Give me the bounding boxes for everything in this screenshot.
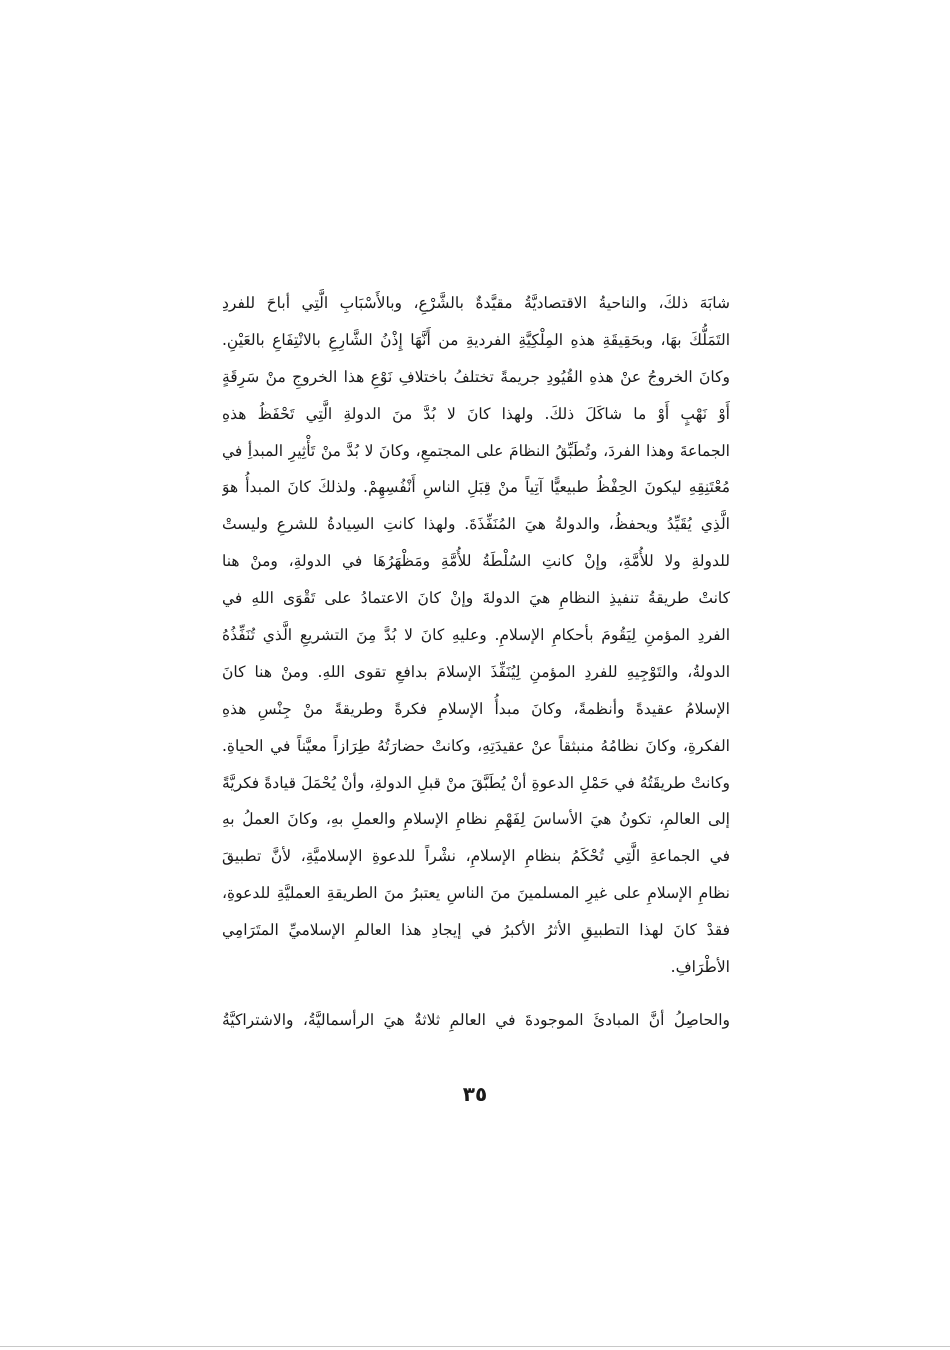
bottom-divider — [0, 1346, 950, 1347]
text-line: فقدْ كانَ لهذا التطبيقِ الأثرُ الأكبرُ في إيجادِ هذا العالمِ الإسلاميِّ المتَرَامِي — [222, 921, 730, 940]
text-line: وكانَ الخروجُ عنْ هذهِ القُيُودِ جريمةً تختلفُ باختلافِ نَوْعِ هذا الخروجِ منْ سَرِقَةٍ — [222, 367, 730, 386]
text-line: أَوْ نَهْبٍ أَوْ ما شاكَلَ ذلكَ. ولهذا كانَ لا بُدَّ منَ الدولةِ الَّتِي تَحْفَظُ هذهِ — [222, 404, 730, 423]
text-line: الدولةُ، والتَوْجِيهِ للفردِ المؤمنِ لِيُنَفِّذَ الإسلامَ بدافعِ تقوى اللهِ. ومنْ هنا كانَ — [222, 662, 730, 681]
text-line: للدولةِ ولا للأُمَّةِ، وإنْ كانتِ السُلْطَةُ للأُمَّةِ ومَظْهَرُهَا في الدولةِ، ومنْ هنا — [222, 552, 730, 571]
text-line: نظامِ الإسلامِ على غيرِ المسلمينَ منَ الناسِ يعتبرُ منَ الطريقةِ العمليَّةِ للدعوةِ، — [222, 884, 730, 903]
text-line: وكانتْ طريقَتُهُ في حَمْلِ الدعوةِ أنْ يُطَبَّقَ منْ قبلِ الدولةِ، وأنْ يُحْمَلَ قيادةً فكريَّةً — [222, 773, 730, 792]
text-line: إلى العالمِ، تكونُ هيَ الأساسَ لِفَهْمِ نظامِ الإسلامِ والعملِ بهِ، وكانَ العملُ بهِ — [222, 810, 730, 829]
text-line: والحاصِلُ أنَّ المبادئَ الموجودةَ في العالمِ ثلاثةٌ هيَ الرأسماليَّةُ، والاشتراكيَّةُ — [222, 1010, 730, 1029]
text-line: الفردِ المؤمنِ لِيَقُومَ بأحكامِ الإسلامِ. وعليهِ كانَ لا بُدَّ مِنَ التشريعِ الَّذي تُنَفِّذُهُ — [222, 626, 730, 645]
paragraph — [222, 1002, 730, 1039]
text-line: التَمَلُّكَ بهَا، وبحَقِيقَةِ هذهِ المِلْكِيَّةِ الفرديةِ من أَنَّهَا إِذْنُ الشَّارِعِ بالانْتِفَاعِ بالعَيْنِ. — [222, 330, 730, 349]
text-line: الفكرةِ، وكانَ نظامُهُ منبثقاً عنْ عقيدَتِهِ، وكانتْ حضارَتُهُ طِرَازاً معيَّناً في الحياةِ. — [222, 736, 730, 755]
text-line: مُعْتَنِقِهِ ليكونَ الحِفْظُ طبيعيًّا آتِياً منْ قِبَلِ الناسِ أَنْفُسِهِمْ. ولذلكَ كانَ المبدأُ هوَ — [222, 478, 730, 497]
page-body — [222, 285, 730, 1039]
page-number: ٣٥ — [462, 1082, 488, 1106]
text-line: الأطْرَافِ. — [670, 958, 730, 977]
text-line: الجماعةَ وهذا الفردَ، وتُطَبِّقُ النظامَ على المجتمعِ، وكانَ لا بُدَّ منْ تَأْثِيرِ المبدأِ في — [222, 441, 730, 460]
text-line: الَّذِي يُقَيِّدُ ويحفظُ، والدولةُ هيَ المُنَفِّذَةَ. ولهذا كانتِ السِيادةُ للشرعِ وليستْ — [222, 515, 730, 534]
text-line: الإسلامُ عقيدةً وأنظمةً، وكانَ مبدأُ الإسلامِ فكرةً وطريقةً منْ جِنْسِ هذهِ — [222, 699, 730, 718]
paragraph-break — [222, 986, 730, 1002]
text-line: في الجماعةِ الَّتِي تُحْكَمُ بنظامِ الإسلامِ، نشْراً للدعوةِ الإسلاميَّةِ، لأنَّ تطبيقَ — [222, 847, 730, 866]
text-line: شابَهَ ذلكَ، والناحيةُ الاقتصاديَّةُ مقيَّدةٌ بالشَّرْعِ، وبالأَسْبَابِ الَّتِي أباحَ للفردِ — [222, 294, 730, 312]
text-line: كانتْ طريقةُ تنفيذِ النظامِ هيَ الدولةَ وإنْ كانَ الاعتمادُ على تَقْوَى اللهِ في — [222, 589, 730, 608]
paragraph — [222, 285, 730, 986]
